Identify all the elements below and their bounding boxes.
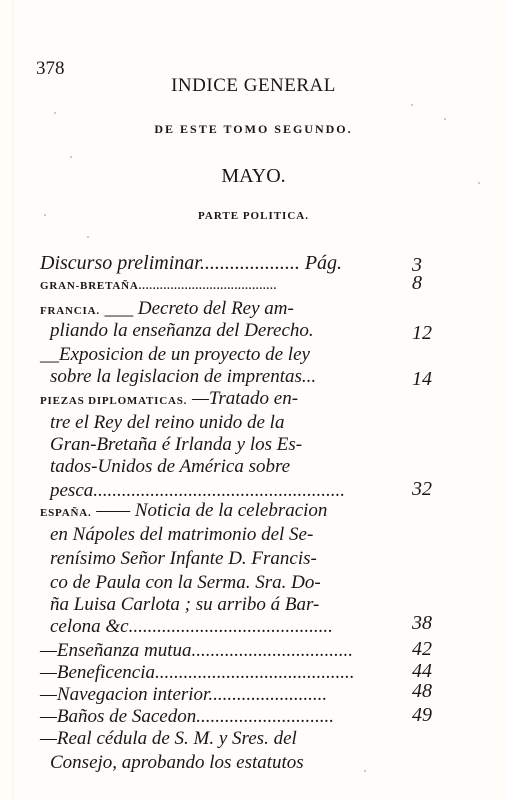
toc-entry-text: Gran-Bretaña é Irlanda y los Es- bbox=[50, 434, 303, 455]
toc-entry-page: 12 bbox=[412, 322, 432, 344]
toc-entry-text: —Real cédula de S. M. y Sres. del bbox=[40, 728, 297, 749]
toc-entry-text: tre el Rey del reino unido de la bbox=[50, 412, 285, 433]
toc-entry-page: 8 bbox=[412, 272, 422, 294]
toc-entry-text: ESPAÑA. —— Noticia de la celebracion bbox=[40, 500, 328, 521]
toc-entry-text: ña Luisa Carlota ; su arribo á Bar- bbox=[50, 594, 320, 615]
toc-entry-text: —Baños de Sacedon............................. bbox=[40, 706, 334, 727]
toc-entry-text: tados-Unidos de América sobre bbox=[50, 456, 291, 477]
paper-speck bbox=[478, 182, 480, 184]
toc-entry-text: celona &c........................................... bbox=[50, 616, 333, 637]
toc-entry-text: pliando la enseñanza del Derecho. bbox=[50, 320, 314, 341]
toc-entry-page: 49 bbox=[412, 704, 432, 726]
toc-entry-text: PIEZAS DIPLOMATICAS. —Tratado en- bbox=[40, 388, 299, 409]
paper-speck bbox=[444, 118, 446, 120]
paper-speck bbox=[44, 214, 46, 216]
paper-speck bbox=[364, 770, 366, 772]
toc-entry-text: pesca..................................................... bbox=[50, 480, 346, 501]
month-heading: MAYO. bbox=[221, 165, 286, 187]
paper-speck bbox=[87, 236, 89, 238]
paper-speck bbox=[411, 104, 413, 106]
page-number: 378 bbox=[36, 58, 65, 79]
toc-entry-text: Discurso preliminar.................... Pág. bbox=[40, 252, 343, 274]
toc-entry-text: —Enseñanza mutua.................................. bbox=[40, 640, 353, 661]
page-edge-shadow bbox=[12, 0, 14, 800]
toc-entry-text: FRANCIA. ___ Decreto del Rey am- bbox=[40, 298, 294, 319]
toc-entry-page: 14 bbox=[412, 368, 432, 390]
page-title: INDICE GENERAL bbox=[171, 75, 336, 96]
toc-entry-text: —Beneficencia.......................................... bbox=[40, 662, 355, 683]
toc-entry-page: 42 bbox=[412, 638, 432, 660]
toc-entry-page: 3 bbox=[412, 254, 422, 276]
toc-entry-page: 48 bbox=[412, 680, 432, 702]
toc-entry-text: GRAN-BRETAÑA....................................... bbox=[40, 280, 278, 292]
page-subtitle: DE ESTE TOMO SEGUNDO. bbox=[154, 122, 353, 136]
toc-entry-page: 44 bbox=[412, 660, 432, 682]
toc-entry-text: co de Paula con la Serma. Sra. Do- bbox=[50, 572, 321, 593]
toc-entry-text: renísimo Señor Infante D. Francis- bbox=[50, 548, 317, 569]
toc-entry-text: en Nápoles del matrimonio del Se- bbox=[50, 524, 314, 545]
paper-speck bbox=[70, 156, 72, 158]
toc-entry-text: —Navegacion interior......................... bbox=[40, 684, 328, 705]
section-heading: PARTE POLITICA. bbox=[198, 210, 309, 222]
paper-speck bbox=[54, 112, 56, 114]
toc-entry-page: 38 bbox=[412, 612, 432, 634]
toc-entry-text: sobre la legislacion de imprentas... bbox=[50, 366, 317, 387]
toc-entry-text: Consejo, aprobando los estatutos bbox=[50, 752, 304, 773]
toc-entry-page: 32 bbox=[412, 478, 432, 500]
toc-entry-text: __Exposicion de un proyecto de ley bbox=[40, 344, 310, 365]
